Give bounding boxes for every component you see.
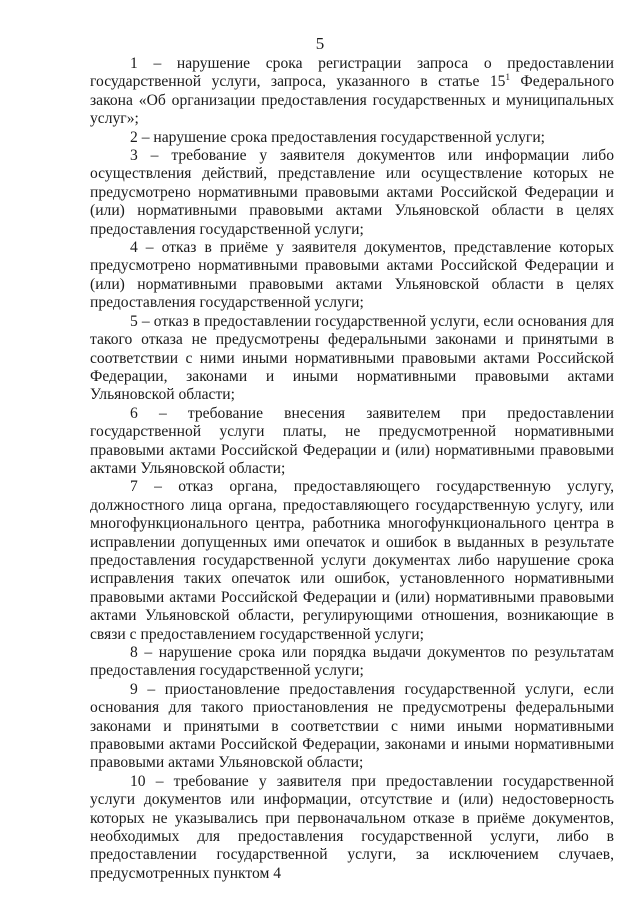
paragraph-7: 7 – отказ органа, предоставляющего государственную услугу, должностного лица органа, предоставляющего государственную услугу, или многофункционального центра, работника многофункционального центра в исправлении допущенных ими опечаток и ошибок в выданных в результате предоставления государственной услуги документах либо нарушение срока исправления таких опечаток или ошибок, установленного нормативными правовыми актами Российской Федерации и (или) нормативными правовыми актами Ульяновской области, регулирующими отношения, возникающие в связи с предоставлением государственной услуги; [90,478,614,643]
paragraph-3: 3 – требование у заявителя документов или информации либо осуществления действий, представление или осуществление которых не предусмотрено нормативными правовыми актами Российской Федерации и (или) нормативными правовыми актами Ульяновской области в целях предоставления государственной услуги; [90,147,614,238]
paragraph-8: 8 – нарушение срока или порядка выдачи документов по результатам предоставления государственной услуги; [90,644,614,680]
superscript: 1 [505,72,510,83]
paragraph-5: 5 – отказ в предоставлении государственной услуги, если основания для такого отказа не предусмотрены федеральными законами и принятыми в соответствии с ними иными нормативными правовыми актами Российской Федерации, законами и иными нормативными правовыми актами Ульяновской области; [90,312,614,404]
paragraph-1 [90,55,614,129]
page-number: 5 [315,34,325,53]
body-text [90,55,614,883]
paragraph-1-tail: Федерального закона «Об организации предоставления государственных и муниципальных услуг»; [90,73,615,128]
paragraph-1-text: 1 – нарушение срока регистрации запроса о предоставлении государственной услуги, запроса, указанного в статье 15 [90,55,614,91]
paragraph-4: 4 – отказ в приёме у заявителя документов, представление которых предусмотрено нормативными правовыми актами Российской Федерации и (или) нормативными правовыми актами Ульяновской области в целях предоставления государственной услуги; [90,239,614,312]
paragraph-2: 2 – нарушение срока предоставления государственной услуги; [130,128,546,146]
paragraph-10: 10 – требование у заявителя при предоставлении государственной услуги документов или информации, отсутствие и (или) недостоверность которых не указывались при первоначальном отказе в приёме документов, необходимых для предоставления государственной услуги, либо в предоставлении государственной услуги, за исключением случаев, предусмотренных пунктом 4 [90,772,614,882]
paragraph-6: 6 – требование внесения заявителем при предоставлении государственной услуги платы, не предусмотренной нормативными правовыми актами Российской Федерации и (или) нормативными правовыми актами Ульяновской области; [90,404,614,477]
paragraph-9: 9 – приостановление предоставления государственной услуги, если основания для такого приостановления не предусмотрены федеральными законами и принятыми в соответствии с ними иными нормативными правовыми актами Российской Федерации, законами и иными нормативными правовыми актами Ульяновской области; [90,680,614,772]
